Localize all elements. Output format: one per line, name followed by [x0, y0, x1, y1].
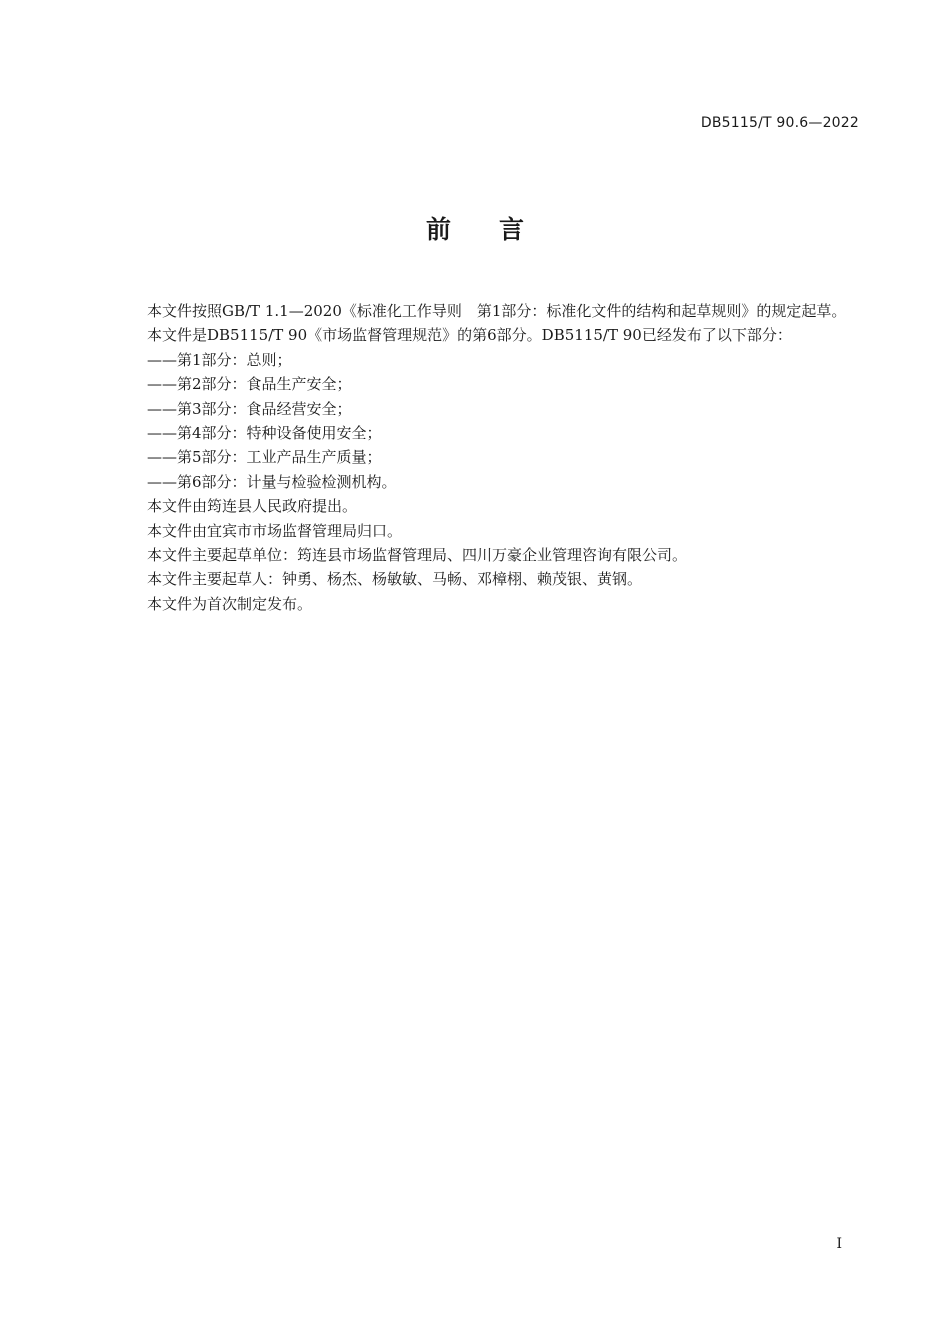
paragraph-drafters: 本文件主要起草人：钟勇、杨杰、杨敏敏、马畅、邓樟栩、赖茂银、黄钢。: [147, 570, 643, 589]
paragraph-series-intro: 本文件是DB5115/T 90《市场监督管理规范》的第6部分。DB5115/T 90已经发布了以下部分：: [147, 326, 792, 345]
page-title: [0, 210, 950, 246]
title-char-1: 前: [425, 215, 451, 244]
paragraph-first-release: 本文件为首次制定发布。: [147, 594, 313, 613]
list-item-part-1: ——第1部分：总则；: [147, 350, 292, 369]
paragraph-administrator: 本文件由宜宾市市场监督管理局归口。: [147, 521, 403, 540]
list-item-part-6: ——第6部分：计量与检验检测机构。: [147, 472, 397, 491]
list-item-part-5: ——第5部分：工业产品生产质量；: [147, 448, 382, 467]
paragraph-proposer: 本文件由筠连县人民政府提出。: [147, 497, 358, 516]
page-number: I: [836, 1236, 842, 1252]
list-item-part-4: ——第4部分：特种设备使用安全；: [147, 424, 382, 443]
title-char-2: 言: [499, 215, 525, 244]
list-item-part-2: ——第2部分：食品生产安全；: [147, 375, 352, 394]
document-code: DB5115/T 90.6—2022: [700, 115, 859, 131]
list-item-part-3: ——第3部分：食品经营安全；: [147, 399, 352, 418]
paragraph-drafting-units: 本文件主要起草单位：筠连县市场监督管理局、四川万豪企业管理咨询有限公司。: [147, 546, 688, 565]
paragraph-drafting-rules: 本文件按照GB/T 1.1—2020《标准化工作导则 第1部分：标准化文件的结构和起草规则》的规定起草。: [147, 302, 847, 320]
foreword-body: [114, 299, 860, 616]
